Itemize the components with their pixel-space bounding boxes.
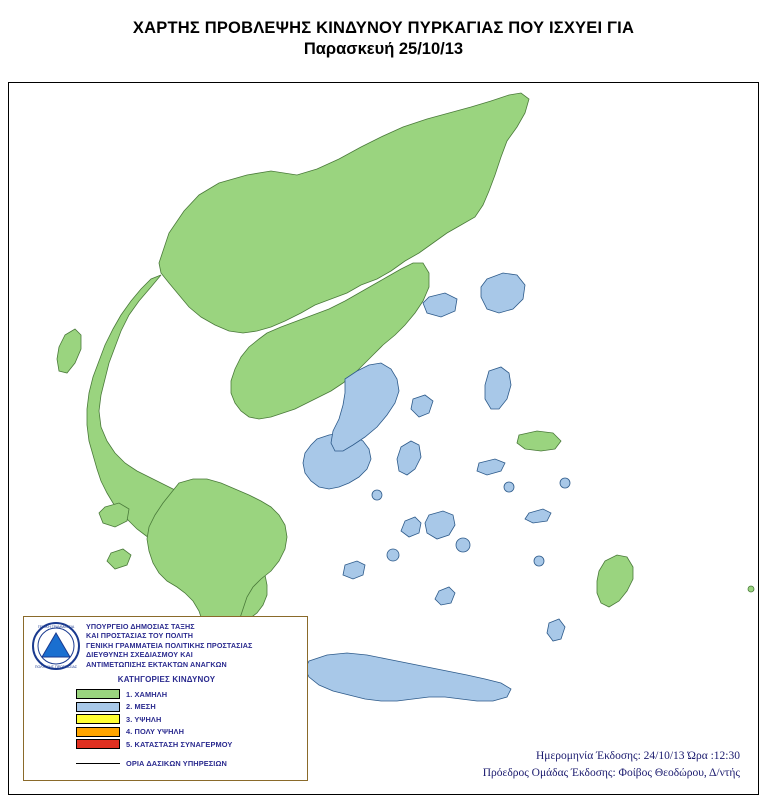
legend-item xyxy=(76,713,306,726)
legend-swatch-low xyxy=(76,689,120,699)
island-andros xyxy=(397,441,421,475)
island-zakynthos xyxy=(107,549,131,569)
ministry-line-3: ΓΕΝΙΚΗ ΓΡΑΜΜΑΤΕΙΑ ΠΟΛΙΤΙΚΗΣ ΠΡΟΣΤΑΣΙΑΣ xyxy=(86,640,253,650)
legend-header xyxy=(24,617,309,673)
legend-box xyxy=(23,616,308,781)
mainland-low-risk-regions xyxy=(57,93,754,701)
islet-6 xyxy=(534,556,544,566)
island-milos xyxy=(343,561,365,579)
island-santorini xyxy=(435,587,455,605)
title-line-1: ΧΑΡΤΗΣ ΠΡΟΒΛΕΨΗΣ ΚΙΝΔΥΝΟΥ ΠΥΡΚΑΓΙΑΣ ΠΟΥ ΙΣΧΥΕΙ ΓΙΑ xyxy=(132,19,635,37)
legend-label-low: 1. ΧΑΜΗΛΗ xyxy=(126,689,168,699)
legend-item xyxy=(76,738,306,751)
legend-swatch-high xyxy=(76,714,120,724)
issue-info xyxy=(483,748,740,782)
island-skyros xyxy=(411,395,433,417)
legend-label-high: 3. ΥΨΗΛΗ xyxy=(126,714,162,724)
legend-label-medium: 2. ΜΕΣΗ xyxy=(126,702,156,712)
island-lesvos xyxy=(481,273,525,313)
ministry-line-1: ΥΠΟΥΡΓΕΙΟ ΔΗΜΟΣΙΑΣ ΤΑΞΗΣ xyxy=(86,622,195,631)
island-samos xyxy=(517,431,561,451)
legend-item xyxy=(76,726,306,739)
island-karpathos xyxy=(547,619,565,641)
islet-2 xyxy=(387,549,399,561)
island-chios xyxy=(485,367,511,409)
title-line-2: Παρασκευή 25/10/13 xyxy=(303,40,464,58)
legend-footer xyxy=(76,759,227,768)
ministry-line-5: ΑΝΤΙΜΕΤΩΠΙΣΗΣ ΕΚΤΑΚΤΩΝ ΑΝΑΓΚΩΝ xyxy=(86,659,227,669)
svg-text:ΓΕΝΙΚΗ ΓΡΑΜΜΑΤΕΙΑ: ΓΕΝΙΚΗ ΓΡΑΜΜΑΤΕΙΑ xyxy=(37,625,75,629)
island-rhodes xyxy=(597,555,633,607)
island-naxos xyxy=(425,511,455,539)
island-kefalonia xyxy=(99,503,129,527)
issue-date-time: Ημερομηνία Έκδοσης: 24/10/13 Ώρα :12:30 xyxy=(535,750,740,762)
legend-label-alert: 5. ΚΑΤΑΣΤΑΣΗ ΣΥΝΑΓΕΡΜΟΥ xyxy=(126,739,233,749)
legend-label-very-high: 4. ΠΟΛΥ ΥΨΗΛΗ xyxy=(126,727,185,737)
ministry-line-4: ΔΙΕΥΘΥΝΣΗ ΣΧΕΔΙΑΣΜΟΥ ΚΑΙ xyxy=(86,650,193,660)
map-canvas[interactable] xyxy=(8,82,759,795)
legend-items xyxy=(76,688,306,751)
islet-5 xyxy=(560,478,570,488)
page-title xyxy=(0,18,767,60)
islet-8 xyxy=(748,586,754,592)
forest-boundary-line-icon xyxy=(76,763,120,764)
legend-swatch-very-high xyxy=(76,727,120,737)
islet-3 xyxy=(456,538,470,552)
island-corfu xyxy=(57,329,81,373)
legend-swatch-alert xyxy=(76,739,120,749)
issue-authority: Πρόεδρος Ομάδας Έκδοσης: Φοίβος Θεοδώρου, Δ/ντής xyxy=(482,767,740,779)
svg-text:ΠΟΛΙΤΙΚΗΣ ΠΡΟΣΤΑΣΙΑΣ: ΠΟΛΙΤΙΚΗΣ ΠΡΟΣΤΑΣΙΑΣ xyxy=(34,665,78,669)
legend-title: ΚΑΤΗΓΟΡΙΕΣ ΚΙΝΔΥΝΟΥ xyxy=(117,675,216,684)
legend-item xyxy=(76,701,306,714)
legend-label-forest-boundaries: ΟΡΙΑ ΔΑΣΙΚΩΝ ΥΠΗΡΕΣΙΩΝ xyxy=(126,759,227,768)
region-north-greece xyxy=(159,93,529,333)
ministry-line-2: ΚΑΙ ΠΡΟΣΤΑΣΙΑΣ ΤΟΥ ΠΟΛΙΤΗ xyxy=(86,631,194,641)
island-crete xyxy=(305,653,511,701)
legend-swatch-medium xyxy=(76,702,120,712)
island-lemnos xyxy=(423,293,457,317)
ministry-text-block xyxy=(86,622,304,669)
legend-item xyxy=(76,688,306,701)
island-paros xyxy=(401,517,421,537)
islet-4 xyxy=(504,482,514,492)
island-ikaria xyxy=(477,459,505,475)
island-kos xyxy=(525,509,551,523)
islet-1 xyxy=(372,490,382,500)
civil-protection-emblem-icon xyxy=(30,621,82,671)
